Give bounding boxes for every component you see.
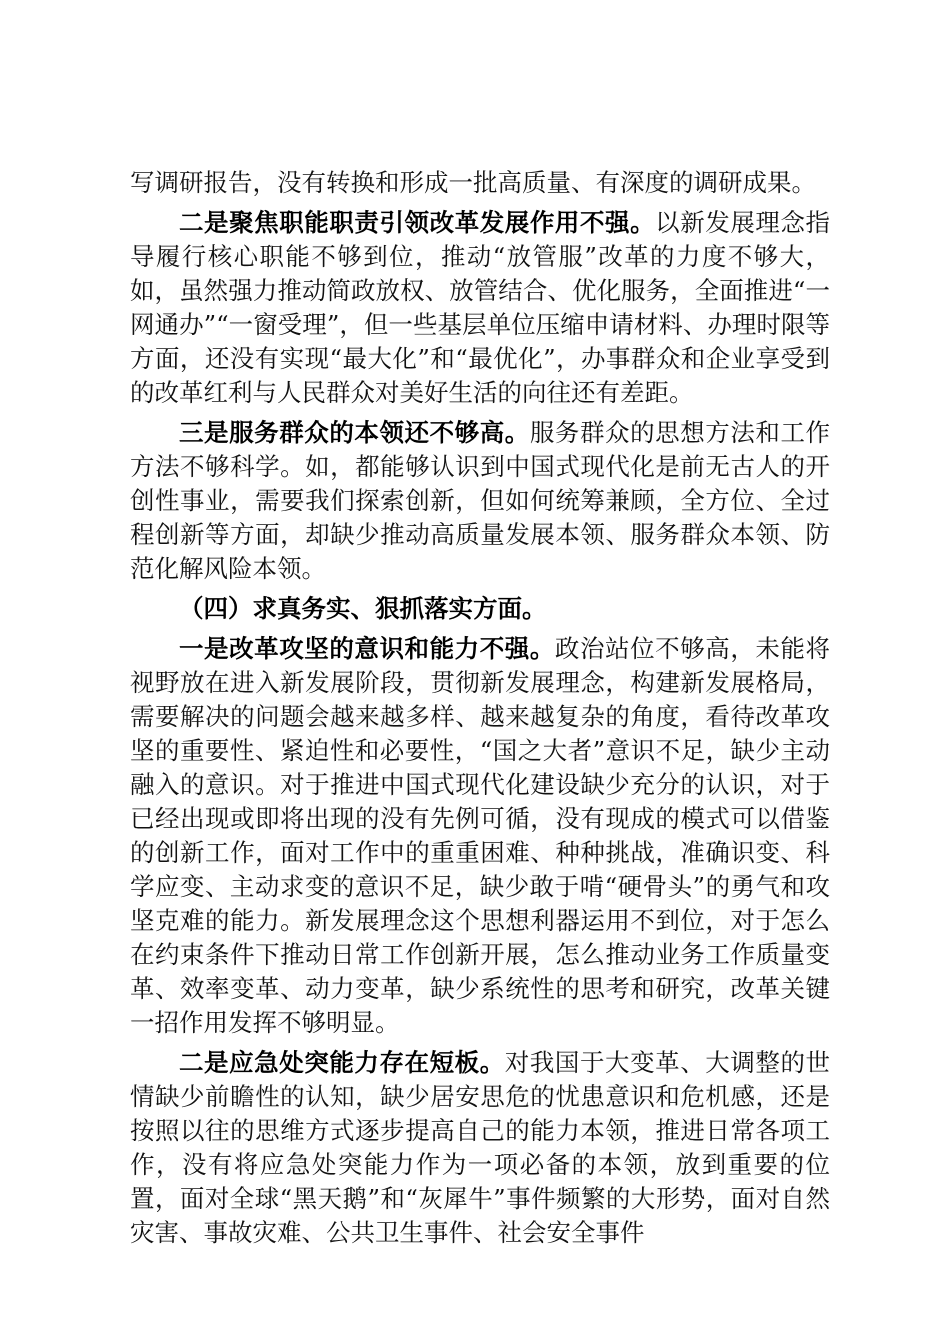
paragraph-text: 对我国于大变革、大调整的世情缺少前瞻性的认知，缺少居安思危的忧患意识和危机感，还是按照以往的思维方式逐步提高自己的能力本领，推进日常各项工作，没有将应急处突能力作为一项必备的本领，放到重要的位置，面对全球“黑天鹅”和“灰犀牛”事件频繁的大形势，面对自然灾害、事故灾难、公共卫生事件、社会安全事件 <box>130 1048 830 1247</box>
section-heading: （四）求真务实、狠抓落实方面。 <box>179 594 547 623</box>
paragraph-reform <box>130 632 830 1040</box>
paragraph-serve-masses <box>130 416 830 586</box>
paragraph-lead: 二是应急处突能力存在短板。 <box>179 1048 505 1077</box>
paragraph-text: 政治站位不够高，未能将视野放在进入新发展阶段，贯彻新发展理念，构建新发展格局，需要解决的问题会越来越多样、越来越复杂的角度，看待改革攻坚的重要性、紧迫性和必要性，“国之大者”意识不足，缺少主动融入的意识。对于推进中国式现代化建设缺少充分的认识，对于已经出现或即将出现的没有先例可循，没有现成的模式可以借鉴的创新工作，面对工作中的重重困难、种种挑战，准确识变、科学应变、主动求变的意识不足，缺少敢于啃“硬骨头”的勇气和攻坚克难的能力。新发展理念这个思想利器运用不到位，对于怎么在约束条件下推动日常工作创新开展，怎么推动业务工作质量变革、效率变革、动力变革，缺少系统性的思考和研究，改革关键一招作用发挥不够明显。 <box>130 634 831 1037</box>
paragraph-emergency <box>130 1046 830 1250</box>
paragraph-text: 服务群众的思想方法和工作方法不够科学。如，都能够认识到中国式现代化是前无古人的开创性事业，需要我们探索创新，但如何统筹兼顾，全方位、全过程创新等方面，却缺少推动高质量发展本领、服务群众本领、防范化解风险本领。 <box>130 418 831 583</box>
document-body <box>130 166 830 1256</box>
paragraph-function-role <box>130 206 830 410</box>
paragraph-lead: 三是服务群众的本领还不够高。 <box>179 418 530 447</box>
paragraph-continued <box>130 166 830 200</box>
paragraph-text: 写调研报告，没有转换和形成一批高质量、有深度的调研成果。 <box>130 168 816 197</box>
paragraph-lead: 一是改革攻坚的意识和能力不强。 <box>179 634 555 663</box>
paragraph-text: 以新发展理念指导履行核心职能不够到位，推动“放管服”改革的力度不够大，如，虽然强力推动简政放权、放管结合、优化服务，全面推进“一网通办”“一窗受理”，但一些基层单位压缩申请材料、办理时限等方面，还没有实现“最大化”和“最优化”，办事群众和企业享受到的改革红利与人民群众对美好生活的向往还有差距。 <box>130 208 830 407</box>
paragraph-lead: 二是聚焦职能职责引领改革发展作用不强。 <box>179 208 656 237</box>
